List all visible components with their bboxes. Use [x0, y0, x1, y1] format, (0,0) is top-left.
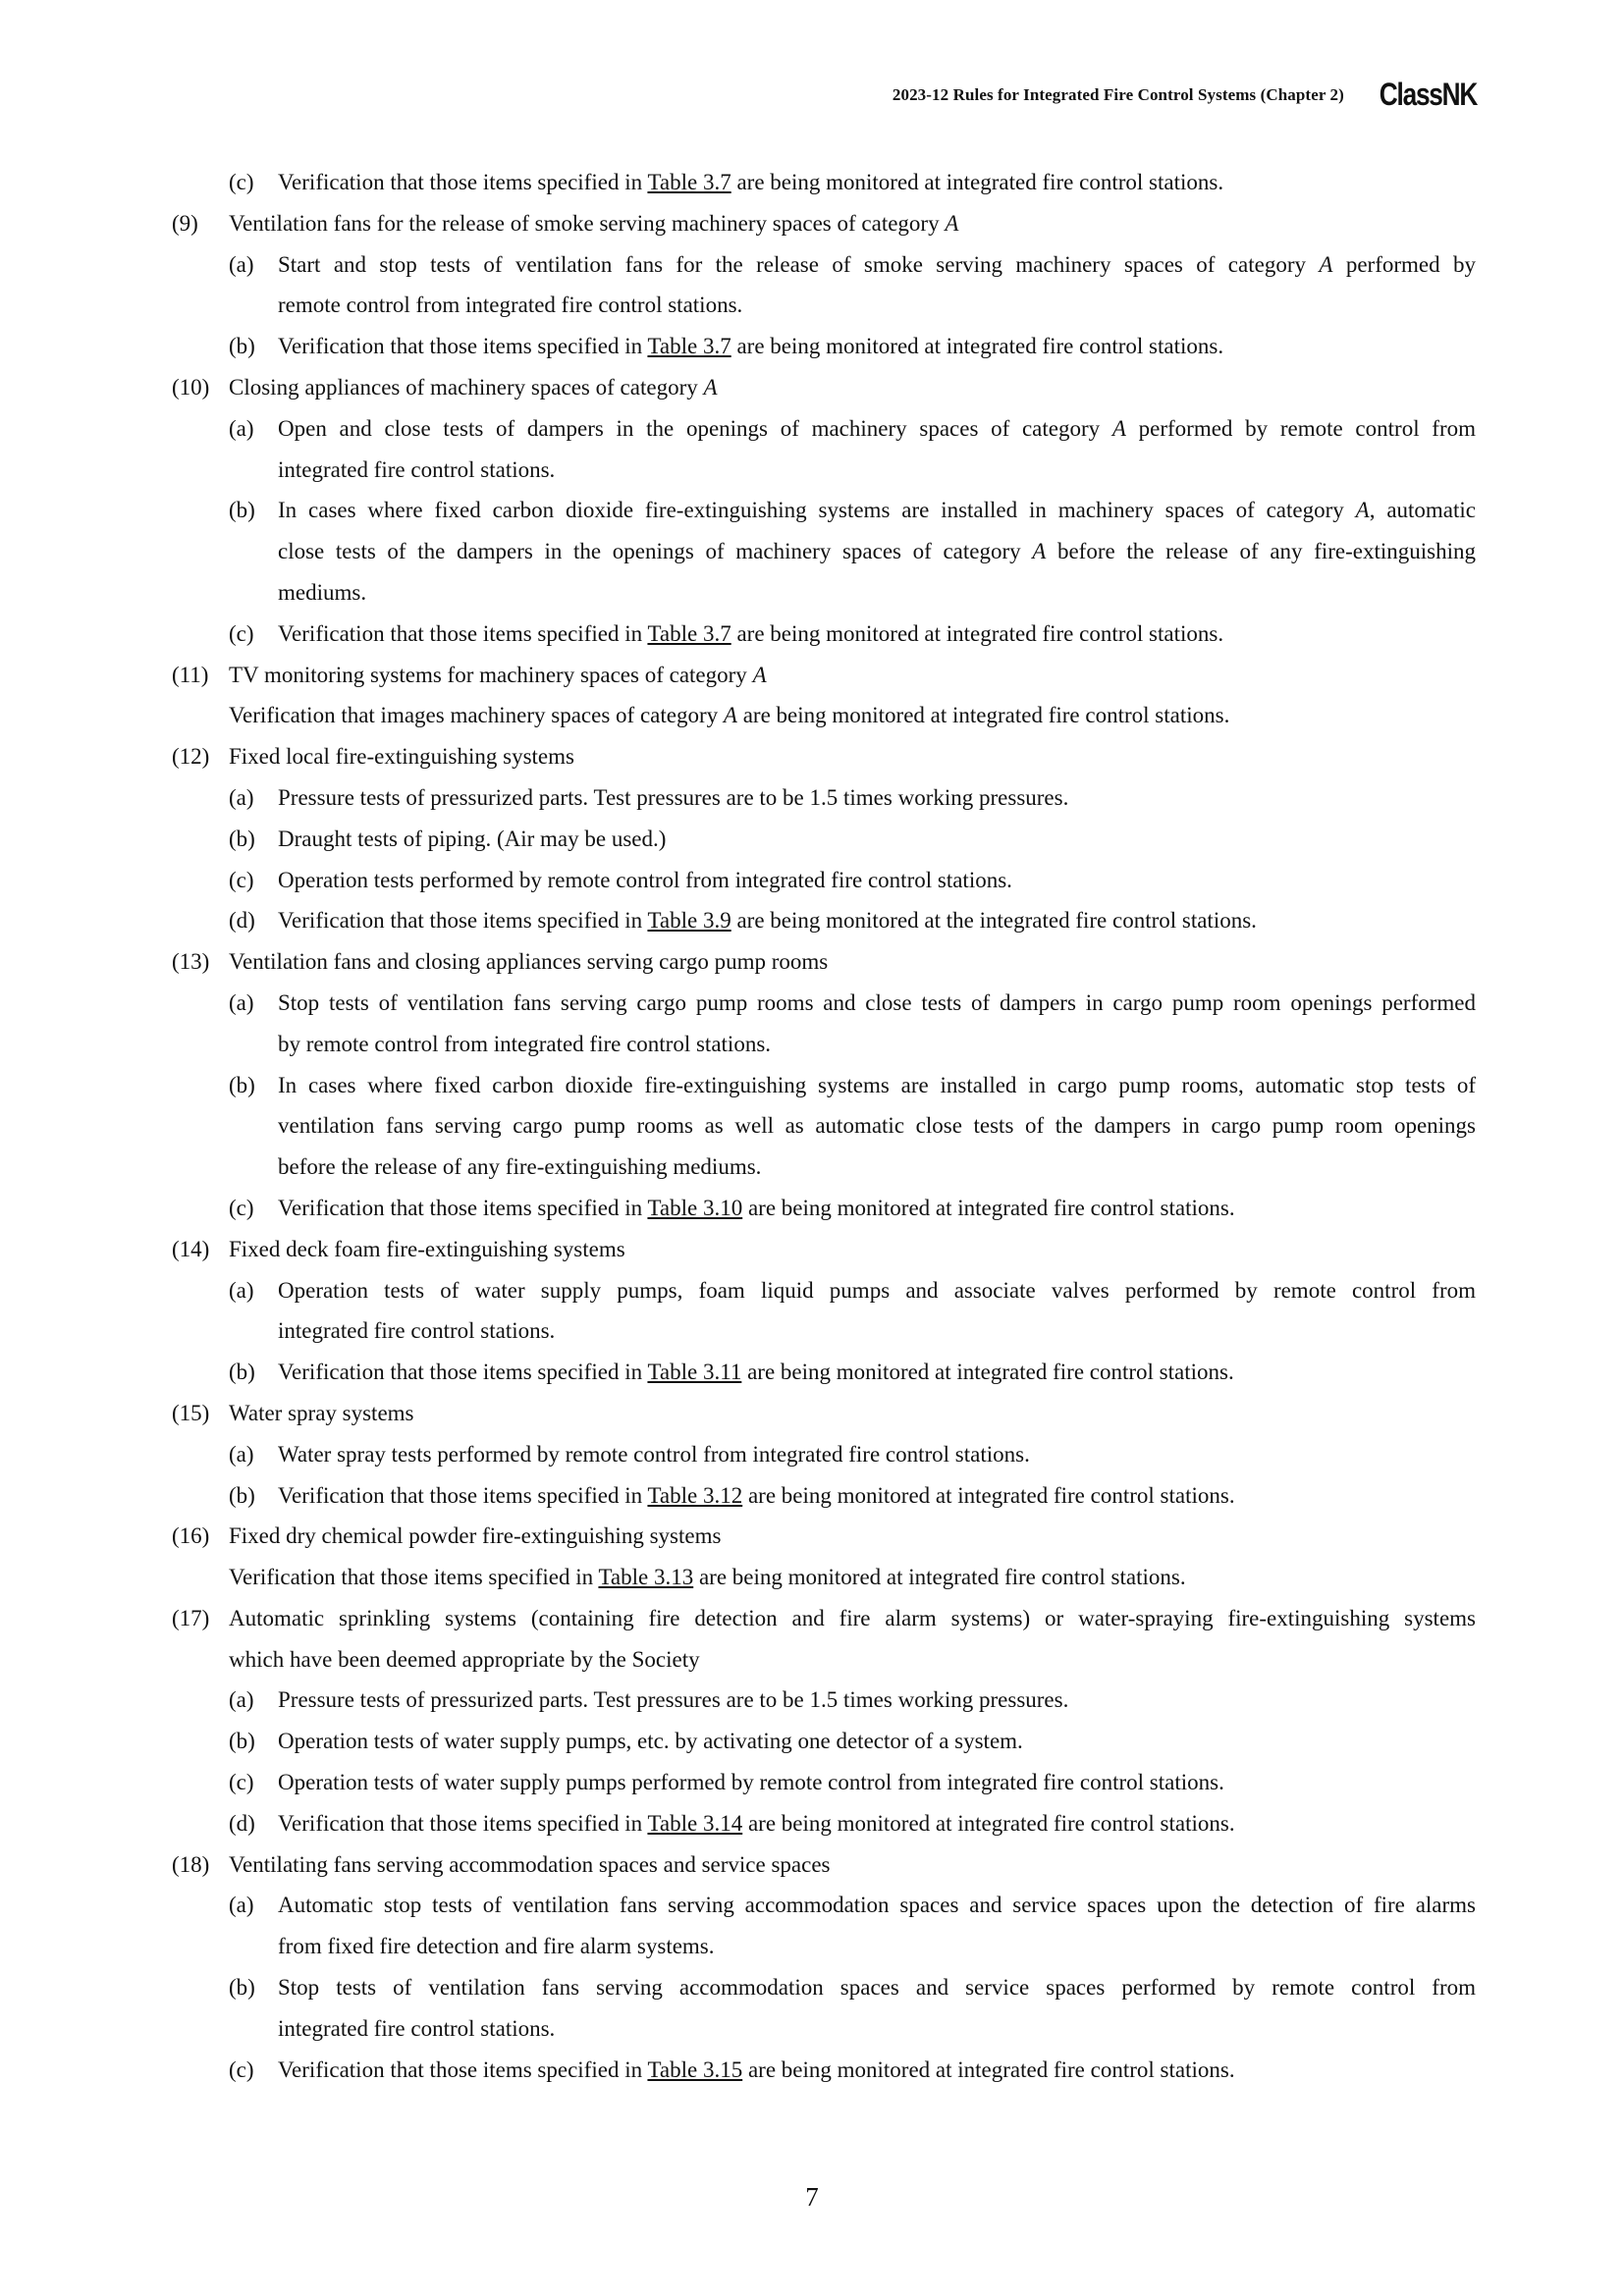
document-body: [0, 162, 1624, 2090]
item-label: (a): [229, 415, 254, 441]
table-link[interactable]: Table 3.10: [647, 1195, 743, 1220]
item-label: (a): [229, 1893, 254, 1918]
item-label: (c): [229, 170, 254, 194]
table-link[interactable]: Table 3.7: [647, 620, 731, 646]
list-item: [0, 1270, 1624, 1311]
list-item: [0, 1762, 1624, 1803]
section-heading: [0, 655, 1624, 696]
table-link[interactable]: Table 3.12: [647, 1482, 743, 1508]
item-label: (a): [229, 251, 254, 277]
section-heading: [0, 1516, 1624, 1557]
item-label: (a): [229, 1687, 254, 1713]
item-text: Operation tests of water supply pumps, foam liquid pumps and associate valves performed by remote control from: [278, 1277, 1476, 1303]
table-link[interactable]: Table 3.14: [647, 1810, 743, 1836]
item-text: Operation tests of water supply pumps, etc. by activating one detector of a system.: [278, 1729, 1023, 1754]
item-text: Start and stop tests of ventilation fans for the release of smoke serving machinery spaces of category A performed by: [278, 251, 1476, 277]
section-number: (10): [172, 374, 210, 400]
item-label: (c): [229, 1195, 254, 1220]
list-item: [0, 1721, 1624, 1762]
section-number: (18): [172, 1851, 210, 1877]
list-item: [0, 244, 1624, 286]
list-item-continuation: [0, 1147, 1624, 1188]
list-item-continuation: [0, 1926, 1624, 1967]
section-number: (11): [172, 662, 209, 687]
item-text: In cases where fixed carbon dioxide fire-extinguishing systems are installed in machinery spaces of category A, automatic: [278, 498, 1477, 523]
item-text: Verification that those items specified in Table 3.15 are being monitored at integrated fire control stations.: [278, 2056, 1235, 2082]
list-item-continuation: [0, 1105, 1624, 1147]
item-text: Verification that images machinery spaces of category A are being monitored at integrated fire control stations.: [229, 703, 1230, 728]
table-link[interactable]: Table 3.11: [647, 1360, 742, 1385]
item-label: (d): [229, 908, 255, 934]
item-text: close tests of the dampers in the openings of machinery spaces of category A before the release of any fire-extinguishing: [278, 539, 1476, 564]
item-text: Verification that those items specified in Table 3.11 are being monitored at integrated fire control stations.: [278, 1360, 1234, 1385]
list-item: [0, 408, 1624, 450]
page-header: [893, 71, 1477, 120]
item-text: Verification that those items specified in Table 3.9 are being monitored at the integrated fire control stations.: [278, 908, 1257, 934]
list-item: [0, 1188, 1624, 1229]
table-link[interactable]: Table 3.7: [647, 334, 731, 359]
list-item: [0, 1967, 1624, 2008]
item-label: (c): [229, 867, 254, 892]
section-title: Automatic sprinkling systems (containing fire detection and fire alarm systems) or water-spraying fire-extinguishing systems: [229, 1605, 1476, 1630]
list-item: [0, 819, 1624, 860]
section-title: Ventilating fans serving accommodation spaces and service spaces: [229, 1851, 831, 1877]
list-item: [0, 1803, 1624, 1844]
table-link[interactable]: Table 3.9: [647, 908, 731, 934]
item-label: (b): [229, 1360, 255, 1385]
item-label: (b): [229, 498, 255, 523]
list-item: [0, 1352, 1624, 1393]
section-number: (9): [172, 210, 198, 236]
item-text: Operation tests performed by remote control from integrated fire control stations.: [278, 867, 1012, 892]
list-item-continuation: [0, 285, 1624, 326]
item-text: Open and close tests of dampers in the openings of machinery spaces of category A performed by remote control from: [278, 415, 1477, 441]
item-text: by remote control from integrated fire control stations.: [278, 1031, 772, 1056]
item-text: Verification that those items specified in Table 3.12 are being monitored at integrated fire control stations.: [278, 1482, 1235, 1508]
list-item: [0, 1434, 1624, 1475]
item-text: Stop tests of ventilation fans serving cargo pump rooms and close tests of dampers in cargo pump room openings performed: [278, 989, 1476, 1015]
section-number: (15): [172, 1400, 210, 1425]
section-heading: [0, 1598, 1624, 1639]
list-item: [0, 983, 1624, 1024]
list-item: [0, 2050, 1624, 2091]
section-title: Closing appliances of machinery spaces of category A: [229, 374, 718, 400]
section-text: [0, 695, 1624, 736]
section-title: Water spray systems: [229, 1400, 414, 1425]
item-text: from fixed fire detection and fire alarm systems.: [278, 1934, 715, 1959]
section-heading: [0, 367, 1624, 408]
table-link[interactable]: Table 3.7: [647, 170, 731, 194]
list-item: [0, 1885, 1624, 1926]
item-text: Automatic stop tests of ventilation fans serving accommodation spaces and service spaces upon the detection of fire alarms: [278, 1893, 1476, 1918]
item-text: Verification that those items specified in Table 3.7 are being monitored at integrated fire control stations.: [278, 334, 1224, 359]
item-text: Stop tests of ventilation fans serving accommodation spaces and service spaces performed by remote control from: [278, 1975, 1476, 2001]
list-item: [0, 326, 1624, 367]
list-item: [0, 162, 1624, 203]
item-label: (b): [229, 334, 255, 359]
item-text: In cases where fixed carbon dioxide fire-extinguishing systems are installed in cargo pump rooms, automatic stop tests of: [278, 1072, 1476, 1097]
list-item-continuation: [0, 572, 1624, 614]
page-number: 7: [805, 2182, 819, 2212]
section-heading: [0, 203, 1624, 244]
item-text: Verification that those items specified in Table 3.7 are being monitored at integrated fire control stations.: [278, 620, 1224, 646]
section-number: (12): [172, 744, 210, 770]
section-title: Ventilation fans and closing appliances serving cargo pump rooms: [229, 949, 829, 975]
list-item: [0, 1475, 1624, 1517]
section-number: (17): [172, 1605, 210, 1630]
item-label: (c): [229, 1770, 254, 1795]
item-text: Verification that those items specified in Table 3.10 are being monitored at integrated fire control stations.: [278, 1195, 1235, 1220]
list-item-continuation: [0, 2008, 1624, 2050]
section-title: TV monitoring systems for machinery spaces of category A: [229, 662, 767, 687]
item-text: Pressure tests of pressurized parts. Test pressures are to be 1.5 times working pressures.: [278, 1687, 1069, 1713]
list-item: [0, 490, 1624, 531]
section-heading: [0, 736, 1624, 777]
item-label: (c): [229, 2056, 254, 2082]
item-label: (c): [229, 620, 254, 646]
item-text: before the release of any fire-extinguishing mediums.: [278, 1154, 762, 1180]
header-title: 2023-12 Rules for Integrated Fire Control Systems (Chapter 2): [892, 85, 1344, 105]
list-item: [0, 777, 1624, 819]
section-title: which have been deemed appropriate by the Society: [229, 1646, 700, 1672]
list-item: [0, 1065, 1624, 1106]
list-item-continuation: [0, 1024, 1624, 1065]
section-title: Fixed dry chemical powder fire-extinguishing systems: [229, 1523, 722, 1549]
item-label: (a): [229, 1441, 254, 1467]
section-title: Ventilation fans for the release of smoke serving machinery spaces of category A: [229, 210, 959, 236]
item-label: (a): [229, 1277, 254, 1303]
item-label: (d): [229, 1810, 255, 1836]
item-label: (b): [229, 1482, 255, 1508]
item-text: Verification that those items specified in Table 3.13 are being monitored at integrated fire control stations.: [229, 1565, 1186, 1590]
item-text: Verification that those items specified in Table 3.7 are being monitored at integrated fire control stations.: [278, 170, 1224, 194]
item-label: (b): [229, 826, 255, 851]
item-label: (b): [229, 1072, 255, 1097]
list-item-continuation: [0, 531, 1624, 572]
item-text: mediums.: [278, 579, 367, 605]
item-text: integrated fire control stations.: [278, 456, 556, 482]
section-heading: [0, 941, 1624, 983]
section-text: [0, 1557, 1624, 1598]
list-item-continuation: [0, 1310, 1624, 1352]
list-item: [0, 1680, 1624, 1721]
table-link[interactable]: Table 3.13: [598, 1565, 694, 1590]
item-text: remote control from integrated fire control stations.: [278, 293, 743, 318]
classnk-logo: ClassNK: [1379, 77, 1477, 113]
item-label: (b): [229, 1729, 255, 1754]
section-heading: [0, 1393, 1624, 1434]
section-number: (14): [172, 1236, 210, 1261]
section-title: Fixed local fire-extinguishing systems: [229, 744, 574, 770]
item-label: (a): [229, 989, 254, 1015]
list-item: [0, 614, 1624, 655]
section-heading-continuation: [0, 1639, 1624, 1681]
section-number: (13): [172, 949, 210, 975]
item-text: Verification that those items specified in Table 3.14 are being monitored at integrated fire control stations.: [278, 1810, 1235, 1836]
list-item: [0, 860, 1624, 901]
item-text: integrated fire control stations.: [278, 2015, 556, 2041]
section-heading: [0, 1229, 1624, 1270]
item-text: Water spray tests performed by remote control from integrated fire control stations.: [278, 1441, 1030, 1467]
item-text: ventilation fans serving cargo pump rooms as well as automatic close tests of the dampers in cargo pump room openings: [278, 1113, 1476, 1139]
item-text: Pressure tests of pressurized parts. Test pressures are to be 1.5 times working pressures.: [278, 784, 1069, 810]
item-label: (b): [229, 1975, 255, 2001]
item-text: integrated fire control stations.: [278, 1318, 556, 1344]
list-item: [0, 900, 1624, 941]
item-text: Operation tests of water supply pumps performed by remote control from integrated fire control stations.: [278, 1770, 1224, 1795]
section-number: (16): [172, 1523, 210, 1549]
item-label: (a): [229, 784, 254, 810]
list-item-continuation: [0, 450, 1624, 491]
table-link[interactable]: Table 3.15: [647, 2056, 743, 2082]
section-title: Fixed deck foam fire-extinguishing systems: [229, 1236, 625, 1261]
item-text: Draught tests of piping. (Air may be used.): [278, 826, 667, 851]
section-heading: [0, 1844, 1624, 1886]
